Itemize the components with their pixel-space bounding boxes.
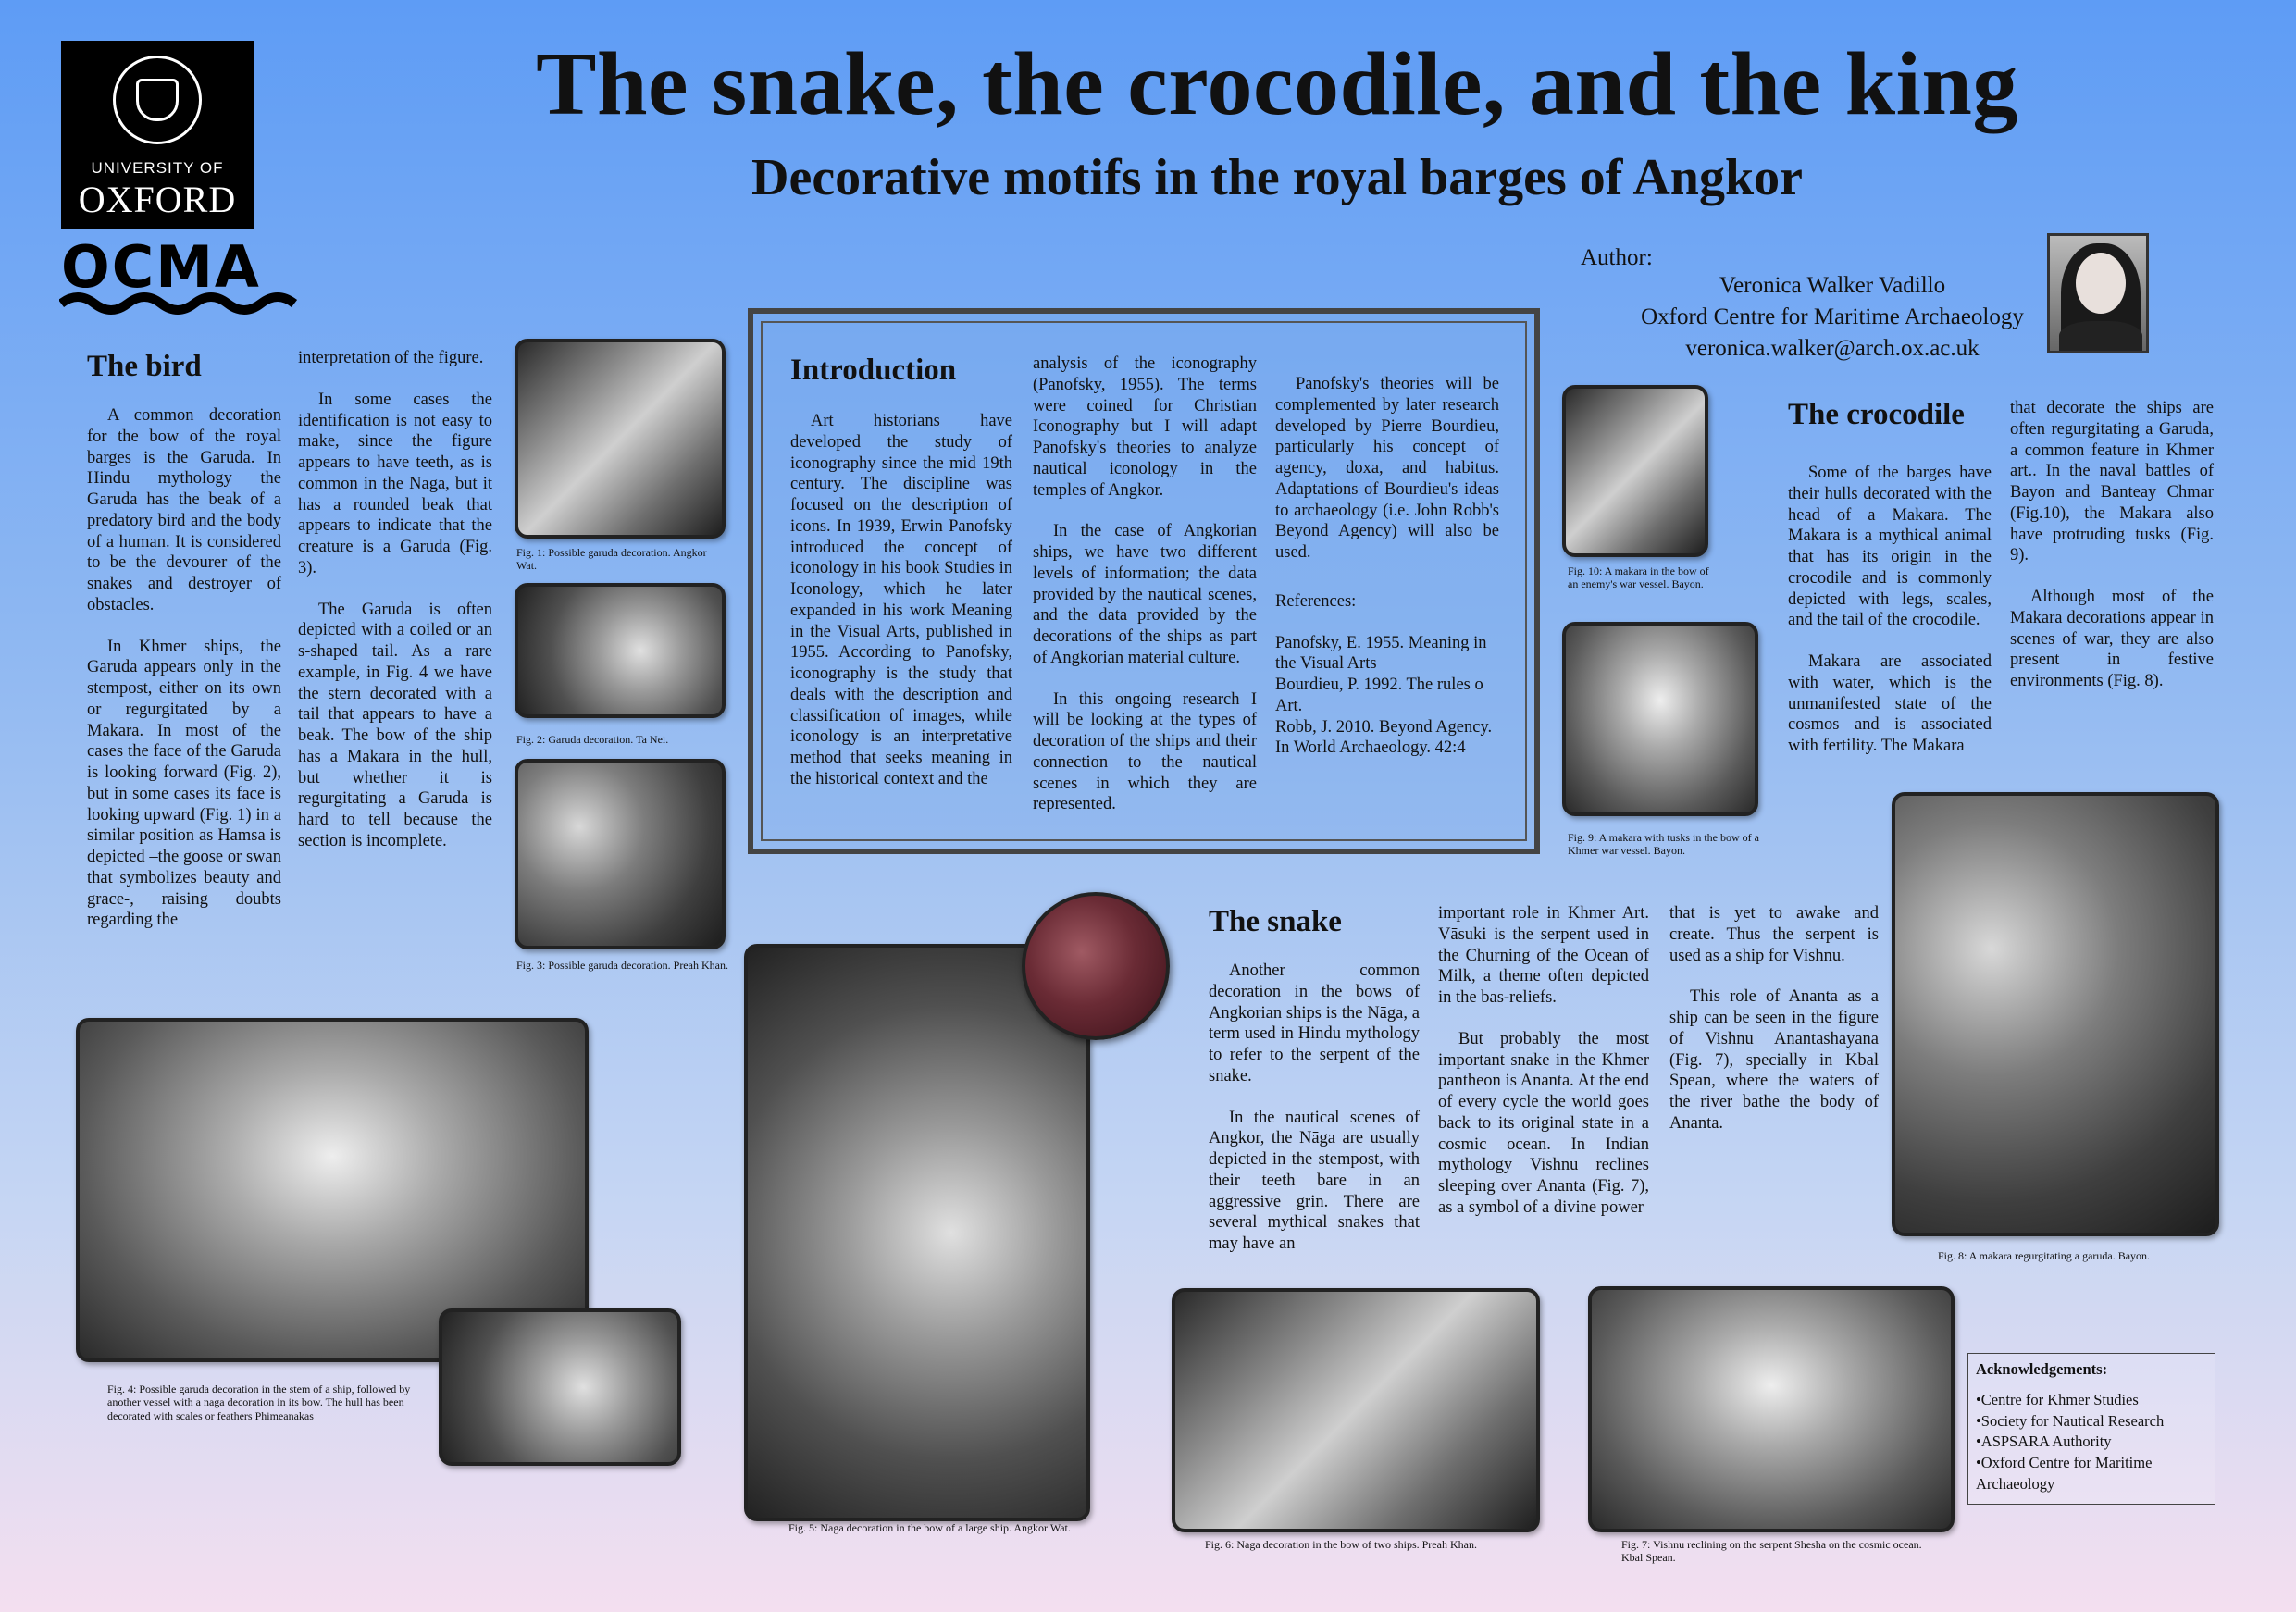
crocodile-column-2: that decorate the ships are often regurgitating a Garuda, a common feature in Khmer art.. In the naval battles of Bayon and Banteay Chmar (Fig.10), the Makara also have protruding tusks (Fig. 9). Although most of the Makara decorations appear in scenes of war, they are also present in festive environments (Fig. 8).	[2010, 399, 2214, 690]
figure-9-caption: Fig. 9: A makara with tusks in the bow of a Khmer war vessel. Bayon.	[1568, 831, 1759, 858]
figure-5-caption: Fig. 5: Naga decoration in the bow of a large ship. Angkor Wat.	[788, 1521, 1071, 1534]
figure-1-image	[515, 339, 726, 539]
figure-10-image	[1562, 385, 1708, 557]
figure-7-image	[1588, 1286, 1955, 1532]
acknowledgement-item: •Oxford Centre for Maritime Archaeology	[1976, 1454, 2153, 1493]
snake-heading: The snake	[1209, 905, 1342, 938]
figure-4-detail-image	[439, 1308, 681, 1466]
introduction-heading: Introduction	[790, 353, 957, 387]
acknowledgements-box	[1967, 1353, 2215, 1505]
poster-title: The snake, the crocodile, and the king	[536, 34, 2018, 134]
acknowledgement-item: •ASPSARA Authority	[1976, 1432, 2112, 1451]
author-affiliation: Oxford Centre for Maritime Archaeology	[1641, 304, 2024, 329]
figure-9-image	[1562, 622, 1758, 816]
references-label: References:	[1275, 591, 1357, 611]
poster-subtitle: Decorative motifs in the royal barges of Angkor	[751, 149, 1803, 206]
introduction-column-3: Panofsky's theories will be complemented by later research developed by Pierre Bourdieu, particularly his concept of agency, doxa, and habitus. Adaptations of Bourdieu's ideas to archaeology (i.e. John Robb's Beyond Agency) will also be used. References: Panofsky, E. 1955. Meaning in the Visual Arts Bourdieu, P. 1992. The rules o Art. Robb, J. 2010. Beyond Agency. In World Archaeology. 42:4	[1275, 375, 1499, 758]
bird-column-1: A common decoration for the bow of the royal barges is the Garuda. In Hindu mythology the Garuda has the beak of a predatory bird and the body of a human. It is considered to be the devourer of the snakes and destroyer of obstacles. In Khmer ships, the Garuda appears only in the stempost, either on its own or regurgitated by a Makara. In most of the cases the face of the Garuda is looking forward (Fig. 2), but in some cases its face is looking upward (Fig. 1) in a similar position as Hamsa is depicted –the goose or swan that symbolizes beauty and grace-, raising doubts regarding the	[87, 406, 281, 930]
reference-2: Bourdieu, P. 1992. The rules o Art.	[1275, 676, 1483, 715]
acknowledgements-heading: Acknowledgements:	[1976, 1360, 2108, 1378]
figure-6-caption: Fig. 6: Naga decoration in the bow of two ships. Preah Khan.	[1205, 1538, 1477, 1551]
author-block	[1573, 270, 2091, 364]
acknowledgement-item: •Centre for Khmer Studies	[1976, 1390, 2139, 1408]
snake-column-2: important role in Khmer Art. Vāsuki is the serpent used in the Churning of the Ocean of Milk, a theme often depicted in the bas-reliefs. But probably the most important snake in the Khmer pantheon is Ananta. At the end of every cycle the world goes back to its original state in a cosmic ocean. In Indian mythology Vishnu reclines sleeping over Ananta (Fig. 7), as a symbol of a divine power	[1438, 904, 1649, 1217]
oxford-logo-line1: UNIVERSITY OF	[91, 159, 224, 177]
figure-5-image	[744, 944, 1090, 1521]
ocma-logo-text: OCMA	[61, 233, 261, 301]
crocodile-column-1: Some of the barges have their hulls decorated with the head of a Makara. The Makara is a mythical animal that has its origin in the crocodile and is commonly depicted with legs, scales, and the tail of the crocodile. Makara are associated with water, which is the unmanifested state of the cosmos and is associated with fertility. The Makara	[1788, 464, 1992, 755]
figure-8-image	[1892, 792, 2219, 1236]
figure-7-caption: Fig. 7: Vishnu reclining on the serpent Shesha on the cosmic ocean. Kbal Spean.	[1621, 1538, 1922, 1565]
introduction-column-2: analysis of the iconography (Panofsky, 1955). The terms were coined for Christian Iconography but I will adapt Panofsky's theories to analyze nautical iconology in the temples of Angkor. In the case of Angkorian ships, we have two different levels of information; the data provided by the nautical scenes, and the data provided by the decorations of the ships as part of Angkorian material culture. In this ongoing research I will be looking at the types of decoration of the ships and their connection to the nautical scenes in which they are represented.	[1033, 354, 1257, 814]
author-email[interactable]: veronica.walker@arch.ox.ac.uk	[1685, 335, 1980, 361]
wave-icon	[59, 287, 300, 324]
snake-column-1: Another common decoration in the bows of Angkorian ships is the Nāga, a term used in Hindu mythology to refer to the serpent of the snake. In the nautical scenes of Angkor, the Nāga are usually depicted in the stempost, with their teeth bare in an aggressive grin. There are several mythical snakes that may have an	[1209, 961, 1420, 1253]
reference-1: Panofsky, E. 1955. Meaning in the Visual Arts	[1275, 633, 1487, 674]
acknowledgement-item: •Society for Nautical Research	[1976, 1411, 2165, 1430]
introduction-column-1: Art historians have developed the study of iconography since the mid 19th century. The discipline was focused on the description of icons. In 1939, Erwin Panofsky introduced the concept of iconology in his book Studies in Iconology, which he later expanded in his work Meaning in the Visual Arts, published in 1955. According to Panofsky, iconography is the study that deals with the description and classification of images, while iconology is an interpretative method that seeks meaning in the historical context and the	[790, 412, 1012, 788]
author-label: Author:	[1581, 245, 1653, 270]
bird-column-2: interpretation of the figure. In some cases the identification is not easy to make, since the figure appears to have teeth, as is common in the Naga, but it has a rounded beak that appears to indicate that the creature is a Garuda (Fig. 3). The Garuda is often depicted with a coiled or an s-shaped tail. As a rare example, in Fig. 4 we have the stern decorated with a tail that appears to have a beak. The bow of the ship has a Makara in the hull, but whether it is regurgitating a Garuda is hard to tell because the section is incomplete.	[298, 349, 492, 850]
figure-5-detail-circle	[1022, 892, 1170, 1040]
bird-heading: The bird	[87, 350, 202, 383]
crocodile-heading: The crocodile	[1788, 398, 1965, 431]
figure-10-caption: Fig. 10: A makara in the bow of an enemy's war vessel. Bayon.	[1568, 564, 1709, 591]
author-photo	[2047, 233, 2149, 353]
figure-3-image	[515, 759, 726, 949]
author-name: Veronica Walker Vadillo	[1719, 273, 1946, 298]
figure-6-image	[1172, 1288, 1540, 1532]
oxford-logo	[61, 41, 254, 229]
figure-3-caption: Fig. 3: Possible garuda decoration. Preah Khan.	[516, 959, 728, 972]
figure-2-image	[515, 583, 726, 718]
figure-1-caption: Fig. 1: Possible garuda decoration. Angkor Wat.	[516, 546, 707, 573]
figure-2-caption: Fig. 2: Garuda decoration. Ta Nei.	[516, 733, 669, 746]
reference-3: Robb, J. 2010. Beyond Agency. In World Archaeology. 42:4	[1275, 717, 1493, 758]
snake-column-3: that is yet to awake and create. Thus the serpent is used as a ship for Vishnu. This role of Ananta as a ship can be seen in the figure of Vishnu Anantashayana (Fig. 7), specially in Kbal Spean, where the waters of the river bathe the body of Ananta.	[1669, 904, 1879, 1133]
oxford-logo-line2: OXFORD	[78, 179, 237, 220]
figure-8-caption: Fig. 8: A makara regurgitating a garuda. Bayon.	[1938, 1249, 2151, 1262]
figure-4-caption: Fig. 4: Possible garuda decoration in the stem of a ship, followed by another vessel with a naga decoration in its bow. The hull has been decorated with scales or feathers Phimeanakas	[107, 1383, 411, 1422]
oxford-crest-icon	[113, 56, 202, 144]
ocma-logo	[59, 233, 300, 322]
